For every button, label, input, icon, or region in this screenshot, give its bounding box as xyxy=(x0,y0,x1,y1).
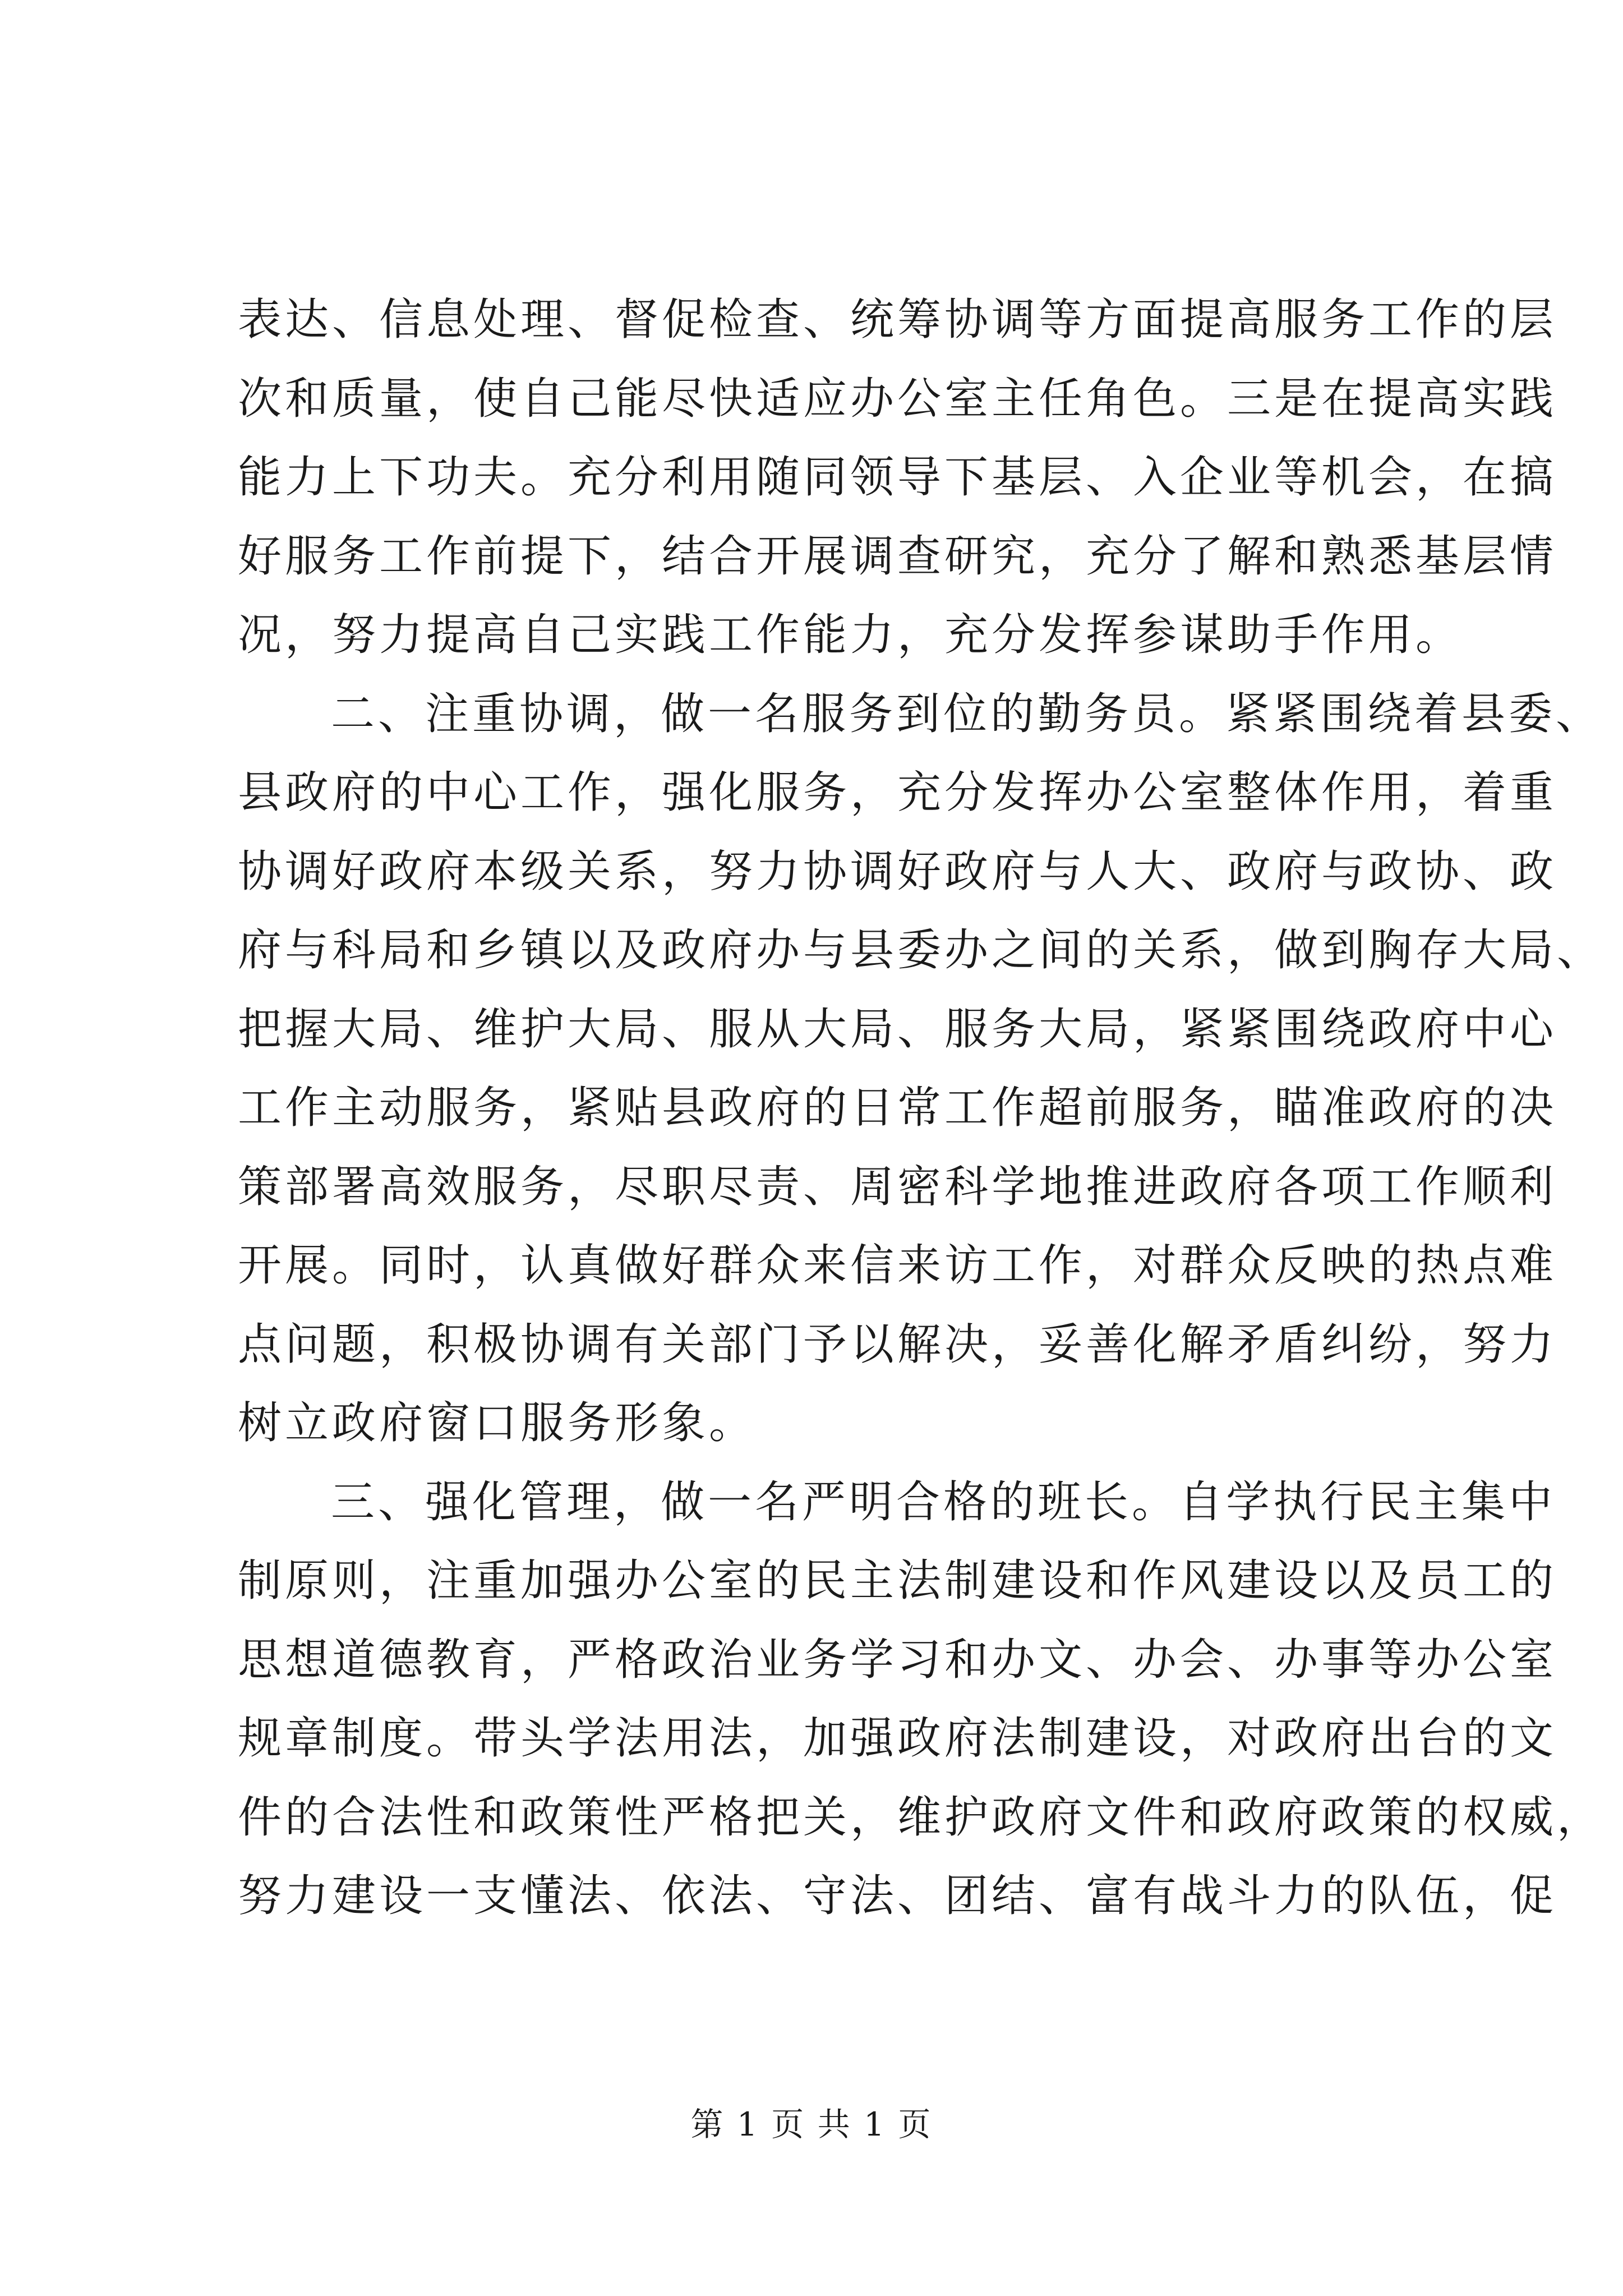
text-line: 能力上下功夫。充分利用随同领导下基层、入企业等机会，在搞 xyxy=(238,452,1557,503)
text-line: 开展。同时，认真做好群众来信来访工作，对群众反映的热点难 xyxy=(238,1240,1557,1291)
text-line: 县政府的中心工作，强化服务，充分发挥办公室整体作用，着重 xyxy=(238,767,1557,818)
text-line: 点问题，积极协调有关部门予以解决，妥善化解矛盾纠纷，努力 xyxy=(238,1319,1557,1370)
text-line: 工作主动服务，紧贴县政府的日常工作超前服务，瞄准政府的决 xyxy=(238,1083,1557,1133)
text-line: 规章制度。带头学法用法，加强政府法制建设，对政府出台的文 xyxy=(238,1713,1557,1764)
text-line: 协调好政府本级关系，努力协调好政府与人大、政府与政协、政 xyxy=(238,846,1557,897)
document-body xyxy=(238,280,1604,1936)
text-line: 制原则，注重加强办公室的民主法制建设和作风建设以及员工的 xyxy=(238,1556,1557,1606)
text-line: 件的合法性和政策性严格把关，维护政府文件和政府政策的权威， xyxy=(238,1792,1604,1843)
text-line: 次和质量，使自己能尽快适应办公室主任角色。三是在提高实践 xyxy=(238,373,1557,424)
text-line: 好服务工作前提下，结合开展调查研究，充分了解和熟悉基层情 xyxy=(238,531,1557,582)
paragraph-first-line: 三、强化管理，做一名严明合格的班长。自学执行民主集中 xyxy=(331,1476,1556,1527)
text-line: 府与科局和乡镇以及政府办与县委办之间的关系，做到胸存大局、 xyxy=(238,925,1604,976)
text-line: 努力建设一支懂法、依法、守法、团结、富有战斗力的队伍，促 xyxy=(238,1871,1557,1921)
text-line: 策部署高效服务，尽职尽责、周密科学地推进政府各项工作顺利 xyxy=(238,1161,1557,1212)
text-line: 况，努力提高自己实践工作能力，充分发挥参谋助手作用。 xyxy=(238,610,1463,660)
paragraph-first-line: 二、注重协调，做一名服务到位的勤务员。紧紧围绕着县委、 xyxy=(331,688,1603,739)
text-line: 表达、信息处理、督促检查、统筹协调等方面提高服务工作的层 xyxy=(238,295,1557,345)
text-line: 树立政府窗口服务形象。 xyxy=(238,1398,757,1448)
text-line: 思想道德教育，严格政治业务学习和办文、办会、办事等办公室 xyxy=(238,1634,1557,1685)
page-footer: 第 1 页 共 1 页 xyxy=(690,2105,933,2143)
text-line: 把握大局、维护大局、服从大局、服务大局，紧紧围绕政府中心 xyxy=(238,1004,1557,1055)
